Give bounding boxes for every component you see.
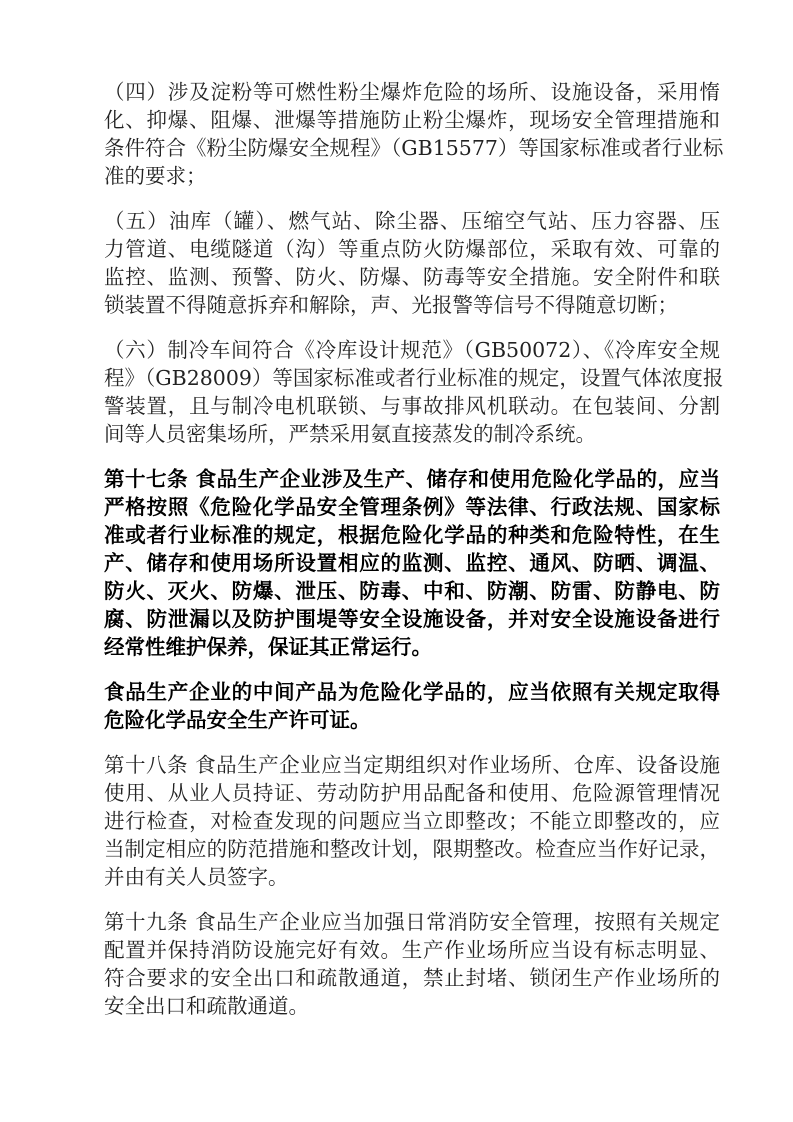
text-line: 危险化学品安全生产许可证。	[104, 708, 371, 732]
text-line: 第十七条 食品生产企业涉及生产、储存和使用危险化学品的，应当	[104, 467, 720, 491]
paragraph	[104, 751, 720, 891]
text-line: 严格按照《危险化学品安全管理条例》等法律、行政法规、国家标	[104, 495, 720, 519]
text-line: 进行检查，对检查发现的问题应当立即整改；不能立即整改的，应	[104, 809, 720, 833]
paragraph	[104, 678, 720, 734]
text-line: 程》（GB28009）等国家标准或者行业标准的规定，设置气体浓度报	[104, 366, 724, 390]
paragraph	[104, 908, 720, 1020]
text-line: 配置并保持消防设施完好有效。生产作业场所应当设有标志明显、	[104, 938, 720, 962]
text-line: 准或者行业标准的规定，根据危险化学品的种类和危险特性，在生	[104, 523, 720, 547]
text-line: （五）油库（罐）、燃气站、除尘器、压缩空气站、压力容器、压	[104, 209, 720, 233]
text-line: 间等人员密集场所，严禁采用氨直接蒸发的制冷系统。	[104, 422, 596, 446]
text-line: 准的要求；	[104, 164, 207, 188]
text-line: （四）涉及淀粉等可燃性粉尘爆炸危险的场所、设施设备，采用惰	[104, 80, 720, 104]
text-line: 监控、监测、预警、防火、防爆、防毒等安全措施。安全附件和联	[104, 265, 720, 289]
text-line: 并由有关人员签字。	[104, 865, 289, 889]
text-line: 符合要求的安全出口和疏散通道，禁止封堵、锁闭生产作业场所的	[104, 966, 720, 990]
text-line: 第十八条 食品生产企业应当定期组织对作业场所、仓库、设备设施	[104, 753, 720, 777]
text-line: 力管道、电缆隧道（沟）等重点防火防爆部位，采取有效、可靠的	[104, 237, 720, 261]
paragraph	[104, 78, 724, 190]
text-line: 条件符合《粉尘防爆安全规程》（GB15577）等国家标准或者行业标	[104, 136, 724, 160]
text-line: 产、储存和使用场所设置相应的监测、监控、通风、防晒、调温、	[104, 551, 720, 575]
text-line: 防火、灭火、防爆、泄压、防毒、中和、防潮、防雷、防静电、防	[104, 579, 720, 603]
text-line: 警装置，且与制冷电机联锁、与事故排风机联动。在包装间、分割	[104, 394, 720, 418]
paragraph	[104, 465, 720, 661]
paragraph	[104, 336, 724, 448]
text-line: 锁装置不得随意拆弃和解除，声、光报警等信号不得随意切断；	[104, 293, 678, 317]
text-line: 经常性维护保养，保证其正常运行。	[104, 635, 432, 659]
text-line: （六）制冷车间符合《冷库设计规范》（GB50072）、《冷库安全规	[104, 338, 720, 362]
paragraph	[104, 207, 720, 319]
text-line: 腐、防泄漏以及防护围堤等安全设施设备，并对安全设施设备进行	[104, 607, 720, 631]
text-line: 当制定相应的防范措施和整改计划，限期整改。检查应当作好记录，	[104, 837, 720, 861]
text-line: 使用、从业人员持证、劳动防护用品配备和使用、危险源管理情况	[104, 781, 720, 805]
text-line: 第十九条 食品生产企业应当加强日常消防安全管理，按照有关规定	[104, 910, 720, 934]
text-line: 安全出口和疏散通道。	[104, 994, 309, 1018]
document-page	[104, 78, 724, 1037]
text-line: 食品生产企业的中间产品为危险化学品的，应当依照有关规定取得	[104, 680, 720, 704]
text-line: 化、抑爆、阻爆、泄爆等措施防止粉尘爆炸，现场安全管理措施和	[104, 108, 720, 132]
